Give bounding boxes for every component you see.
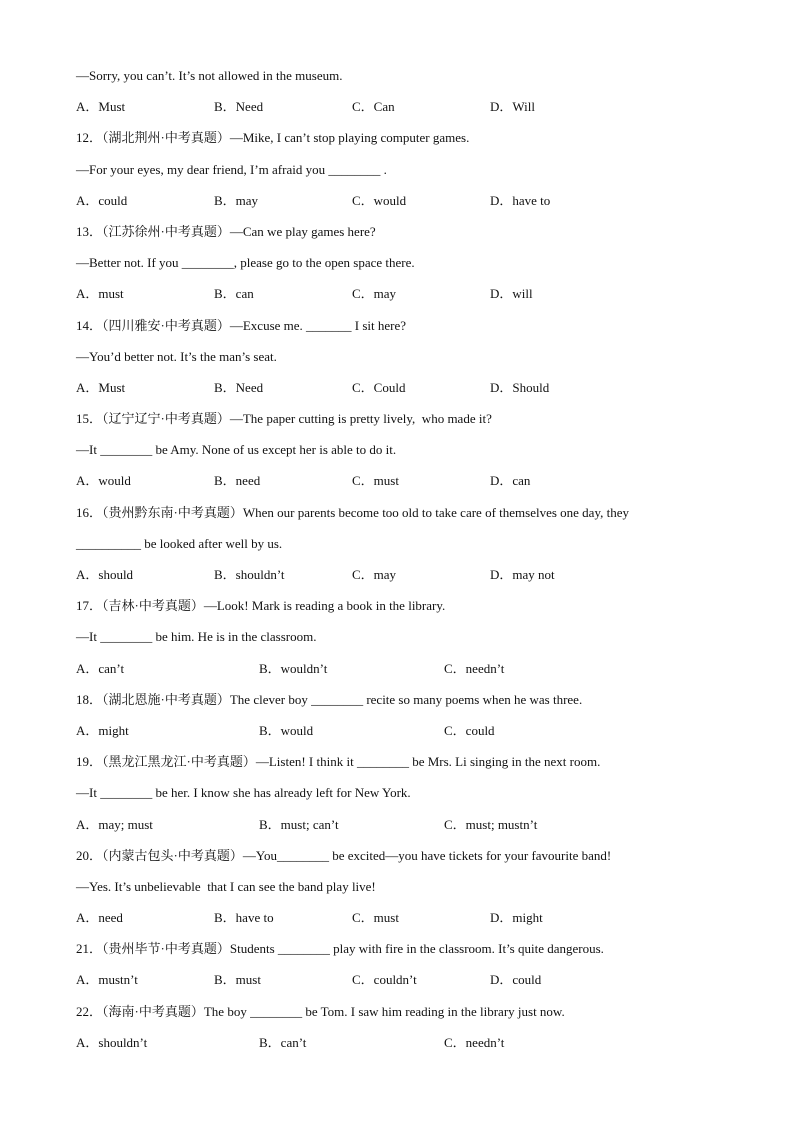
answer-options [76,378,726,409]
question-source: （贵州毕节·中考真题） [102,941,230,957]
dialogue-line: —For your eyes, my dear friend, I’m afraid you ________ . [76,161,387,177]
answer-option: B．Need [214,379,264,395]
answer-option: A．may; must [76,816,153,832]
question-number: 19． [76,754,103,770]
answer-option: B．need [214,473,261,489]
answer-option: A．can’t [76,660,125,676]
question-text: Students ________ play with fire in the classroom. It’s quite dangerous. [229,941,604,957]
question-line [76,222,726,253]
answer-option: C．may [352,567,397,582]
question-line [76,409,726,440]
answer-options [76,721,726,752]
answer-option: A．must [76,286,124,302]
answer-option: D．can [490,473,531,489]
answer-option: B．can’t [259,1034,307,1050]
question-number: 18． [76,691,103,707]
question-line [76,939,726,970]
answer-options [76,908,726,939]
question-source: （吉林·中考真题） [102,598,204,614]
answer-option: D．Should [490,379,550,395]
question-number: 15． [76,411,103,427]
question-text: —Listen! I think it ________ be Mrs. Li singing in the next room. [255,754,601,770]
answer-option: D．have to [490,192,551,208]
question-text: The boy ________ be Tom. I saw him reading in the library just now. [203,1003,565,1019]
question-source: （内蒙古包头·中考真题） [102,847,243,863]
answer-option: C．needn’t [444,660,505,676]
answer-option: A．Must [76,99,126,115]
question-text: —Mike, I can’t stop playing computer games. [229,130,470,146]
answer-option: A．might [76,722,129,738]
question-line [76,128,726,159]
question-number: 13． [76,223,103,239]
answer-option: C．couldn’t [352,972,417,988]
answer-option: D．could [490,972,542,988]
question-text: When our parents become too old to take care of themselves one day, they [242,504,629,520]
answer-option: B．can [214,286,254,302]
answer-option: C．must; mustn’t [444,816,538,832]
answer-options [76,565,726,596]
dialogue-line: __________ be looked after well by us. [76,535,283,551]
question-source: （湖北荆州·中考真题） [102,130,230,146]
answer-option: D．might [490,910,543,926]
answer-option: B．must; can’t [259,816,339,832]
question-line [76,316,726,347]
question-text: —Look! Mark is reading a book in the library. [203,598,446,614]
dialogue-line: —It ________ be her. I know she has already left for New York. [76,785,411,801]
answer-option: A．should [76,567,134,582]
answer-options [76,815,726,846]
answer-option: A．Must [76,379,126,395]
question-text: —The paper cutting is pretty lively, who made it? [229,411,492,427]
question-text: —Excuse me. _______ I sit here? [229,317,407,333]
answer-options [76,970,726,1001]
answer-option: B．would [259,722,314,738]
answer-options [76,284,726,315]
question-source: （江苏徐州·中考真题） [102,223,230,239]
answer-option: D．will [490,286,533,302]
dialogue-line: —It ________ be him. He is in the classroom. [76,629,317,645]
question-source: （海南·中考真题） [102,1003,204,1019]
answer-option: C．must [352,910,399,926]
question-line [76,690,726,721]
answer-option: B．must [214,972,261,988]
question-source: （湖北恩施·中考真题） [102,691,230,707]
dialogue-line: —Better not. If you ________, please go to the open space there. [76,255,415,271]
question-line [76,596,726,627]
question-source: （四川雅安·中考真题） [102,317,230,333]
answer-option: A．could [76,192,128,208]
dialogue-line: —Sorry, you can’t. It’s not allowed in the museum. [76,68,343,83]
answer-option: C．must [352,473,399,489]
question-source: （贵州黔东南·中考真题） [102,504,243,520]
question-text: —Can we play games here? [229,223,376,239]
question-number: 20． [76,847,103,863]
question-number: 16． [76,504,103,520]
answer-option: D．Will [490,99,535,115]
answer-option: B．wouldn’t [259,660,328,676]
dialogue-line: —It ________ be Amy. None of us except her is able to do it. [76,442,397,458]
answer-option: C．Could [352,379,406,395]
question-number: 17． [76,598,103,614]
answer-option: C．Can [352,99,395,115]
answer-options [76,191,726,222]
answer-option: D．may not [490,567,555,582]
answer-option: C．needn’t [444,1034,505,1050]
question-number: 12． [76,130,103,146]
answer-option: C．may [352,286,397,302]
answer-option: B．Need [214,99,264,115]
question-line [76,503,726,534]
dialogue-line: —You’d better not. It’s the man’s seat. [76,348,277,364]
question-source: （黑龙江黑龙江·中考真题） [102,754,256,770]
dialogue-line: —Yes. It’s unbelievable that I can see the band play live! [76,878,376,894]
answer-options [76,471,726,502]
answer-option: A．would [76,473,131,489]
answer-option: C．would [352,192,407,208]
question-line [76,752,726,783]
question-line [76,846,726,877]
answer-option: C．could [444,722,495,738]
answer-option: A．mustn’t [76,972,138,988]
question-text: —You________ be excited—you have tickets for your favourite band! [242,847,612,863]
answer-option: B．have to [214,910,274,926]
answer-option: B．may [214,192,259,208]
answer-options [76,659,726,690]
question-number: 22． [76,1003,103,1019]
exercise-page [76,66,726,1064]
question-text: The clever boy ________ recite so many poems when he was three. [229,691,583,707]
answer-option: A．need [76,910,123,926]
answer-option: B．shouldn’t [214,567,285,582]
answer-option: A．shouldn’t [76,1034,148,1050]
question-source: （辽宁辽宁·中考真题） [102,411,230,427]
question-line [76,1002,726,1033]
answer-options [76,1033,726,1064]
answer-options [76,97,726,128]
question-number: 21． [76,941,103,957]
question-number: 14． [76,317,103,333]
